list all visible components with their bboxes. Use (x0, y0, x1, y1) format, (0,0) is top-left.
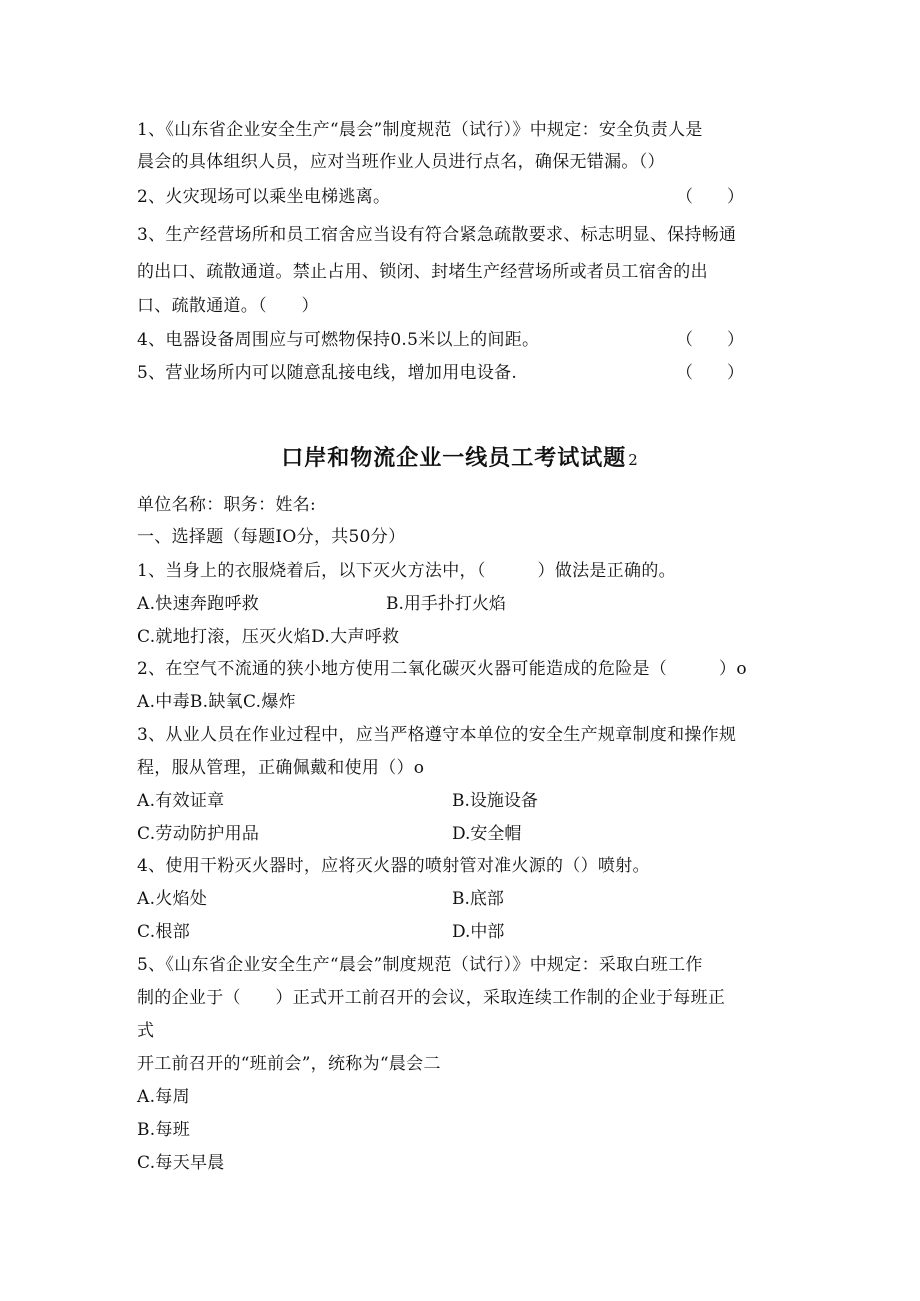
choice-question-1-option-b: B.用手扑打火焰 (386, 594, 506, 614)
choice-question-3-option-c: C.劳动防护用品 (137, 824, 260, 844)
choice-question-3-option-d: D.安全帽 (452, 824, 522, 844)
choice-question-3-option-a: A.有效证章 (137, 791, 225, 811)
exam-title-suffix: 2 (628, 451, 639, 469)
tf-question-5: 5、营业场所内可以随意乱接电线，增加用电设备. (137, 363, 518, 383)
choice-question-1-option-a: A.快速奔跑呼救 (137, 594, 260, 614)
choice-question-3-option-b: B.设施设备 (452, 791, 538, 811)
choice-question-4-option-a: A.火焰处 (137, 889, 208, 909)
choice-question-3-line-1: 3、从业人员在作业过程中，应当严格遵守本单位的安全生产规章制度和操作规 (137, 725, 737, 745)
tf-question-3-line-1: 3、生产经营场所和员工宿舍应当设有符合紧急疏散要求、标志明显、保持畅通 (137, 225, 737, 245)
choice-question-2: 2、在空气不流通的狭小地方使用二氧化碳灭火器可能造成的危险是（ ）o (137, 659, 747, 679)
choice-question-4-option-b: B.底部 (452, 889, 504, 909)
tf-question-4: 4、电器设备周围应与可燃物保持0.5米以上的间距。 (137, 330, 540, 350)
choice-question-3-line-2: 程，服从管理，正确佩戴和使用（）o (137, 758, 425, 778)
tf-question-1-line-1: 1、《山东省企业安全生产“晨会”制度规范（试行）》中规定：安全负责人是 (137, 120, 703, 140)
unit-info-line: 单位名称：职务：姓名: (137, 495, 317, 515)
choice-question-5-line-1: 5、《山东省企业安全生产“晨会”制度规范（试行）》中规定：采取白班工作 (137, 955, 703, 975)
tf-question-3-line-3: 口、疏散通道。（ ） (137, 296, 319, 316)
choice-question-5-line-4: 开工前召开的“班前会”，统称为“晨会二 (137, 1054, 441, 1074)
choice-question-5-line-2: 制的企业于（ ）正式开工前召开的会议，采取连续工作制的企业于每班正 (137, 988, 726, 1008)
tf-question-1-line-2: 晨会的具体组织人员，应对当班作业人员进行点名，确保无错漏。（） (137, 152, 665, 172)
choice-question-5-option-a: A.每周 (137, 1087, 190, 1107)
choice-question-5-option-c: C.每天早晨 (137, 1153, 225, 1173)
choice-question-5-option-b: B.每班 (137, 1120, 191, 1140)
tf-question-5-answer-paren: （ ） (676, 363, 744, 383)
tf-question-2-answer-paren: （ ） (676, 187, 744, 207)
tf-question-4-answer-paren: （ ） (676, 330, 744, 350)
choice-question-1: 1、当身上的衣服烧着后，以下灭火方法中，（ ）做法是正确的。 (137, 561, 676, 581)
choice-question-5-line-3: 式 (137, 1021, 155, 1041)
choice-question-1-option-cd: C.就地打滚，压灭火焰D.大声呼救 (137, 627, 400, 647)
section-heading-choice: 一、选择题（每题IO分，共50分） (137, 527, 406, 547)
choice-question-4-option-c: C.根部 (137, 922, 191, 942)
choice-question-4-option-d: D.中部 (452, 922, 505, 942)
choice-question-2-options: A.中毒B.缺氧C.爆炸 (137, 692, 296, 712)
choice-question-4: 4、使用干粉灭火器时，应将灭火器的喷射管对准火源的（）喷射。 (137, 856, 650, 876)
exam-title (0, 445, 920, 474)
exam-title-main: 口岸和物流企业一线员工考试试题 (281, 446, 627, 471)
tf-question-3-line-2: 的出口、疏散通道。禁止占用、锁闭、封堵生产经营场所或者员工宿舍的出 (137, 262, 708, 282)
tf-question-2: 2、火灾现场可以乘坐电梯逃离。 (137, 187, 391, 207)
